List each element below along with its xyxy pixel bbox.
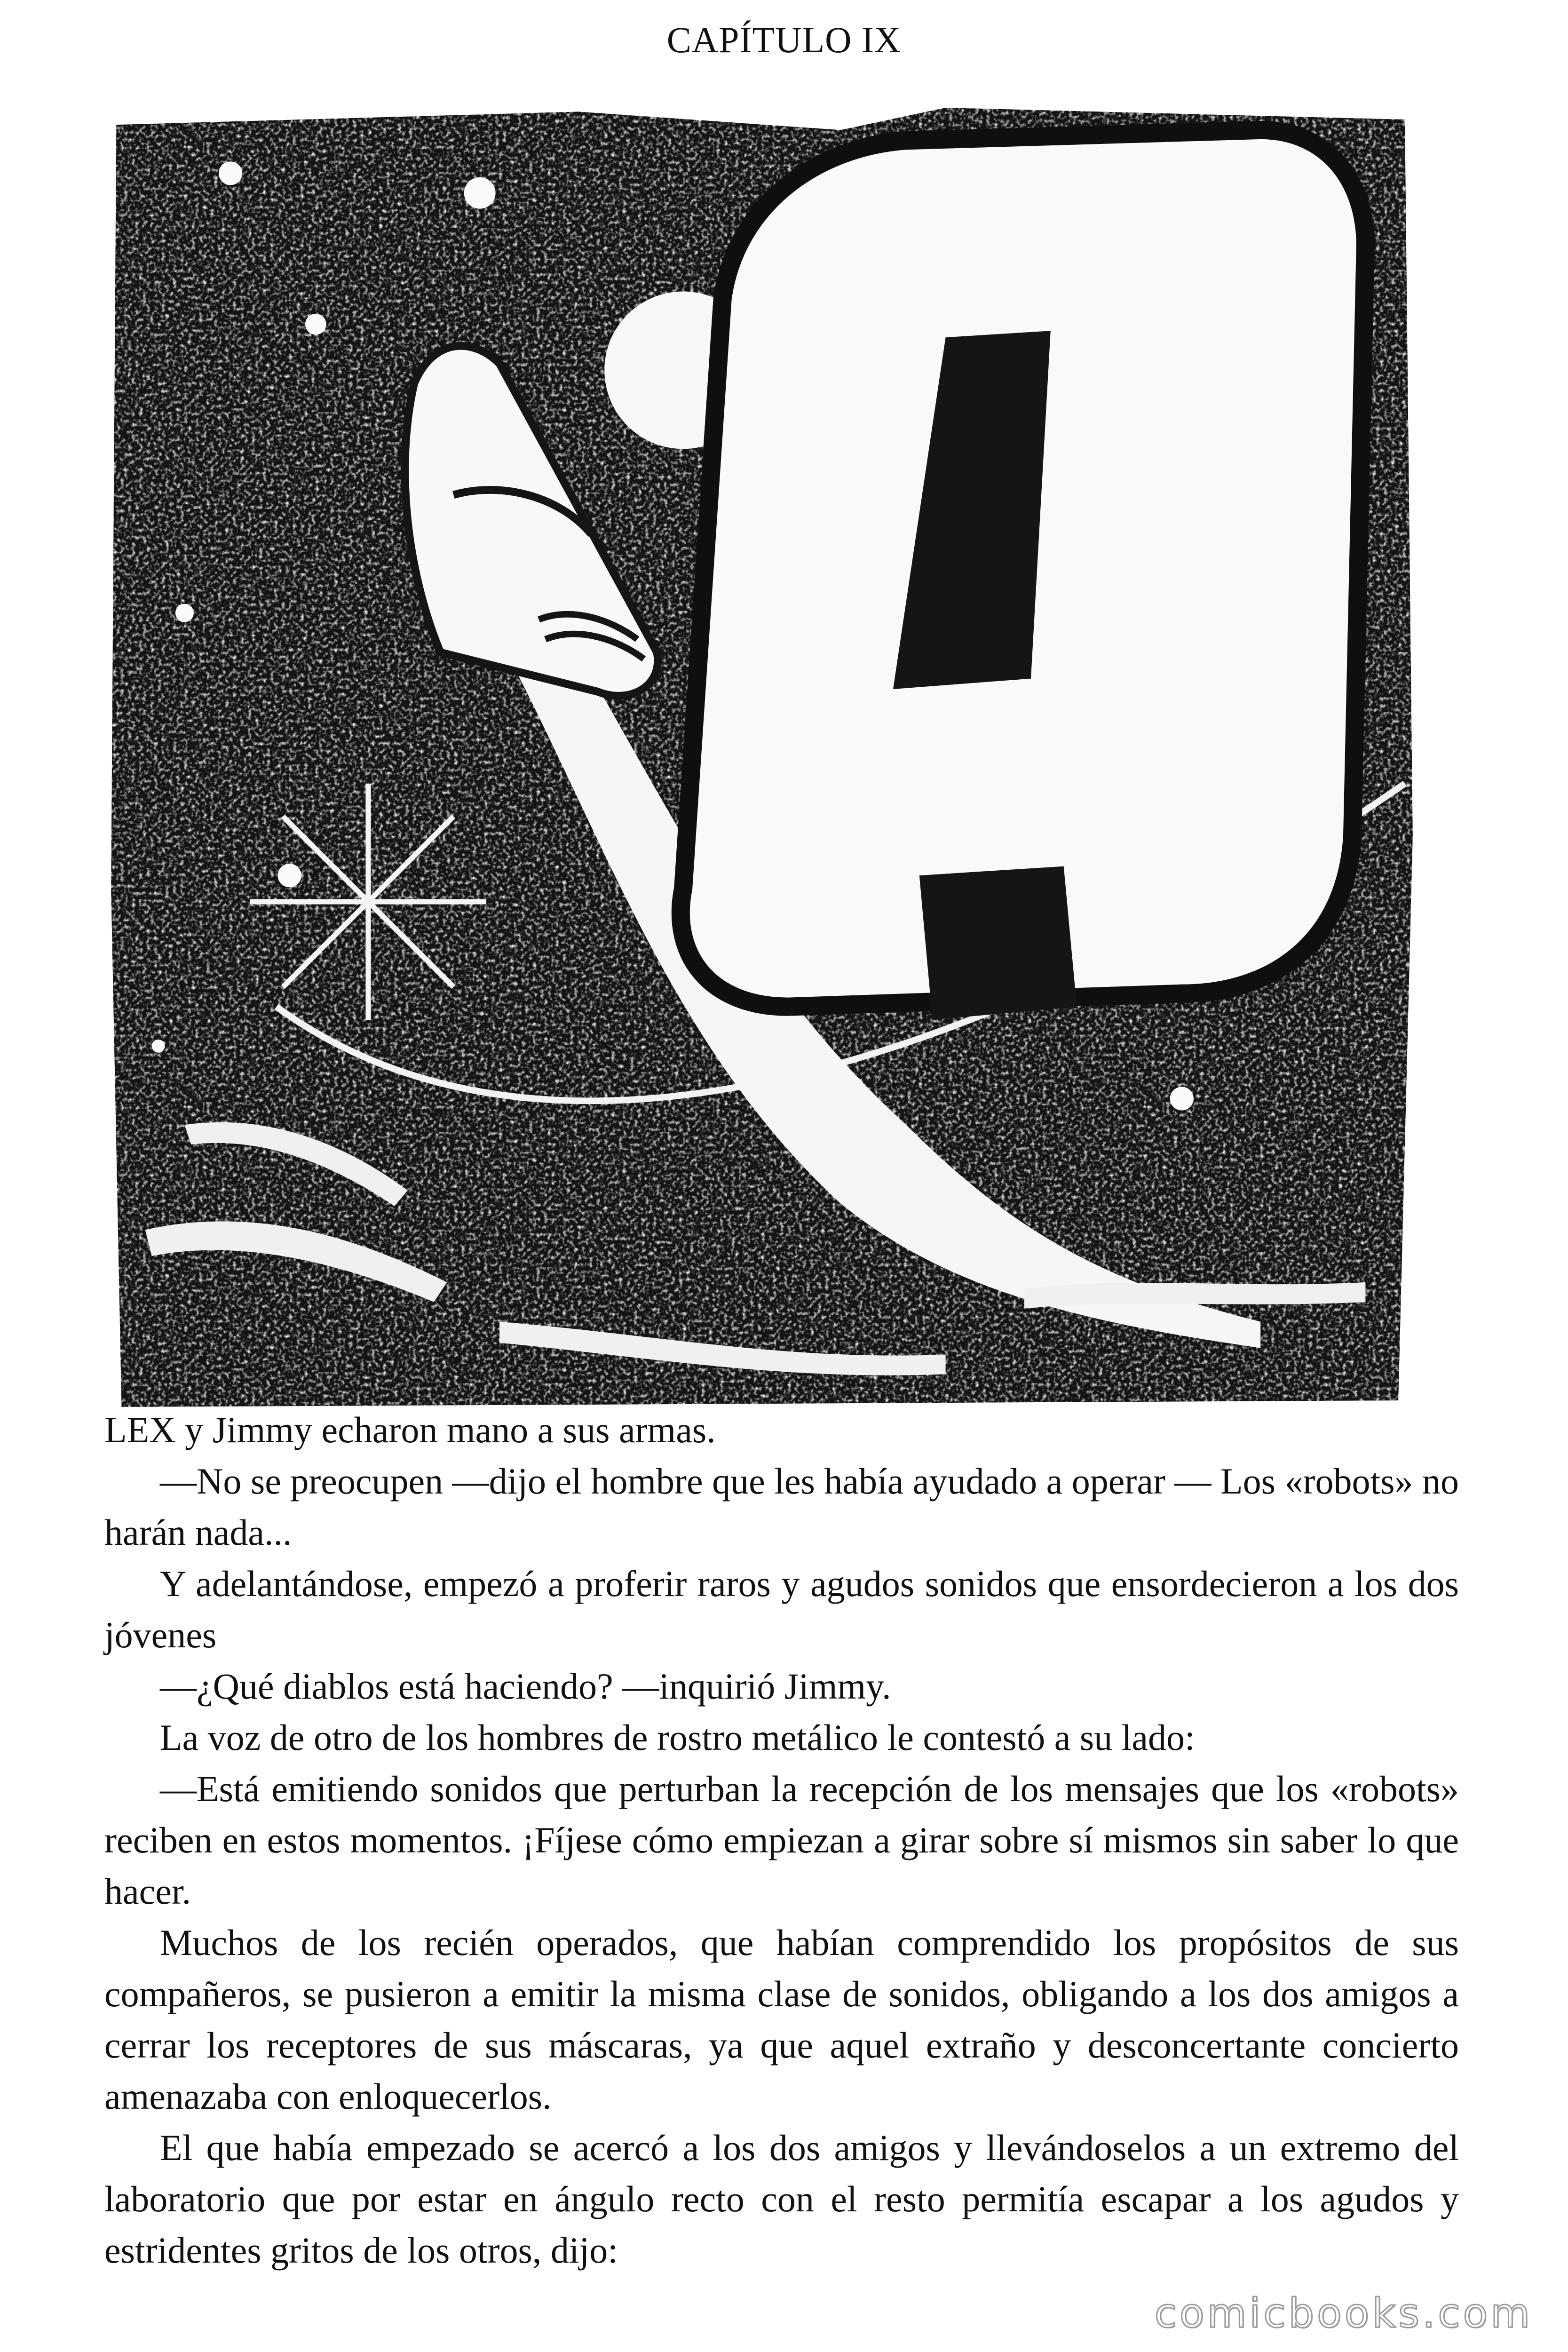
paragraph: —¿Qué diablos está haciendo? —inquirió Jimmy. <box>160 1666 891 1707</box>
paragraph: LEX y Jimmy echaron mano a sus armas. <box>104 1409 716 1450</box>
chapter-body-text <box>104 1404 1459 2276</box>
paragraph: —Está emitiendo sonidos que perturban la recepción de los mensajes que los «robots» reciben en estos momentos. ¡Fíjese cómo empiezan a girar sobre sí mismos sin saber lo que hacer. <box>104 1768 1459 1912</box>
paragraph: Muchos de los recién operados, que habían comprendido los propósitos de sus compañeros, se pusieron a emitir la misma clase de sonidos, obligando a los dos amigos a cerrar los receptores de sus máscaras, ya que aquel extraño y desconcertante concierto amenazaba con enloquecerlos. <box>104 1922 1459 2117</box>
drop-cap-illustration <box>106 101 1418 1414</box>
chapter-heading: CAPÍTULO IX <box>666 19 902 60</box>
rocket-drop-cap-image <box>106 101 1418 1414</box>
paragraph: —No se preocupen —dijo el hombre que les había ayudado a operar — Los «robots» no harán nada... <box>104 1461 1459 1553</box>
watermark: comicbooks.com <box>1154 2290 1533 2337</box>
paragraph: El que había empezado se acercó a los dos amigos y llevándoselos a un extremo del laboratorio que por estar en ángulo recto con el resto permitía escapar a los agudos y estridentes gritos de los otros, dijo: <box>104 2127 1459 2271</box>
paragraph: La voz de otro de los hombres de rostro metálico le contestó a su lado: <box>160 1717 1195 1758</box>
paragraph: Y adelantándose, empezó a proferir raros y agudos sonidos que ensordecieron a los dos jóvenes <box>104 1563 1459 1655</box>
